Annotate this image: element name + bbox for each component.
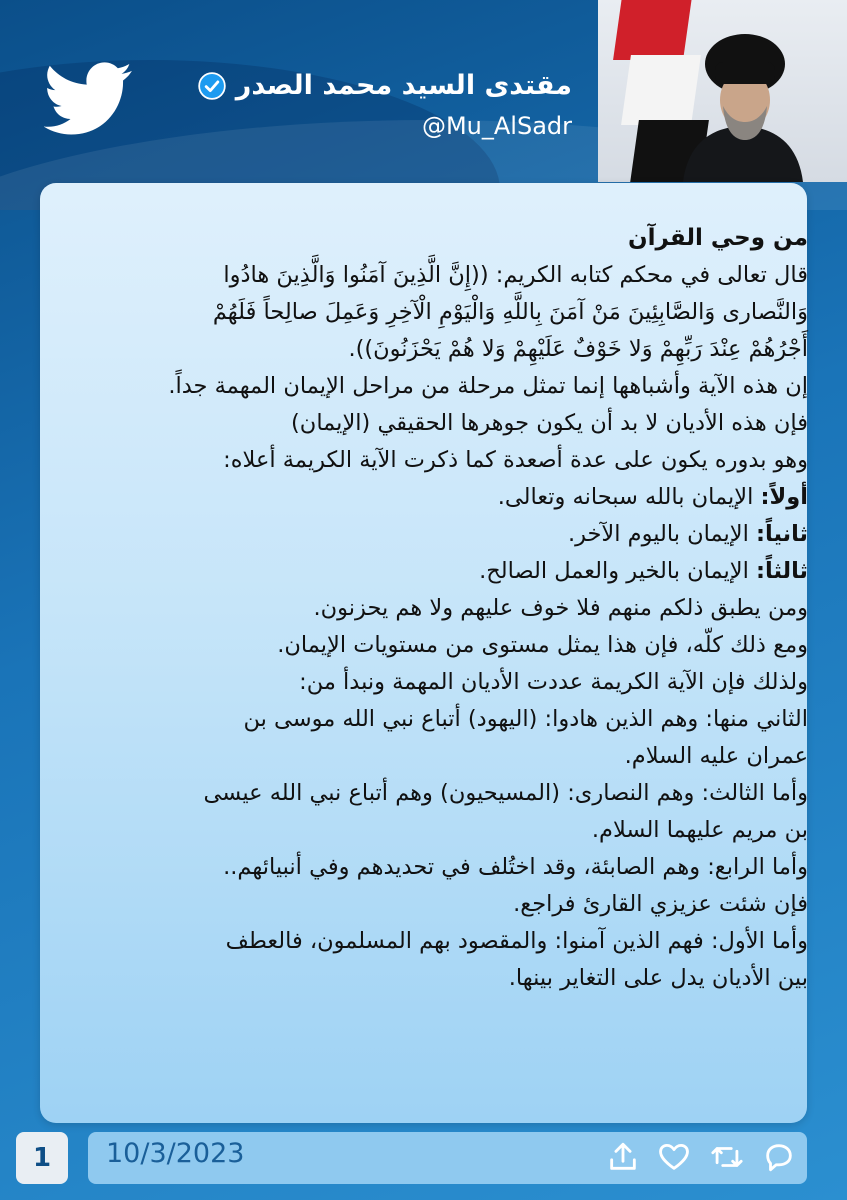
tweet-point: [56, 516, 808, 553]
tweet-line: وأما الرابع: وهم الصابئة، وقد اختُلف في تحديدهم وفي أنبيائهم..: [223, 854, 808, 880]
tweet-line: وأما الأول: فهم الذين آمنوا: والمقصود بهم المسلمون، فالعطف: [225, 928, 808, 954]
flag-decoration: [613, 0, 693, 60]
tweet-line: ومن يطبق ذلكم منهم فلا خوف عليهم ولا هم يحزنون.: [313, 595, 808, 621]
tweet-line: بين الأديان يدل على التغاير بينها.: [508, 965, 808, 991]
tweet-point: [56, 479, 808, 516]
twitter-bird-icon: [44, 62, 134, 136]
tweet-title: من وحي القرآن: [628, 225, 808, 251]
account-name-row: [198, 70, 572, 101]
point-label: ثالثاً:: [756, 558, 808, 584]
tweet-line: وهو بدوره يكون على عدة أصعدة كما ذكرت الآية الكريمة أعلاه:: [223, 447, 808, 473]
point-text: الإيمان بالله سبحانه وتعالى.: [497, 484, 761, 510]
tweet-line: ومع ذلك كلّه، فإن هذا يمثل مستوى من مستويات الإيمان.: [277, 632, 808, 658]
tweet-line: ولذلك فإن الآية الكريمة عددت الأديان المهمة ونبدأ من:: [299, 669, 808, 695]
avatar: [683, 22, 803, 182]
tweet-line: أَجْرُهُمْ عِنْدَ رَبِّهِمْ وَلا خَوْفٌ عَلَيْهِمْ وَلا هُمْ يَحْزَنُونَ)).: [348, 336, 808, 362]
share-icon[interactable]: [606, 1140, 640, 1174]
point-label: ثانياً:: [756, 521, 808, 547]
account-handle[interactable]: @Mu_AlSadr: [421, 112, 572, 140]
retweet-icon[interactable]: [710, 1140, 744, 1174]
tweet-line: بن مريم عليهما السلام.: [591, 817, 808, 843]
tweet-line: عمران عليه السلام.: [624, 743, 808, 769]
account-name[interactable]: مقتدى السيد محمد الصدر: [235, 70, 572, 101]
verified-badge-icon: [198, 72, 226, 100]
point-text: الإيمان باليوم الآخر.: [567, 521, 757, 547]
reply-icon[interactable]: [762, 1140, 796, 1174]
tweet-line: وأما الثالث: وهم النصارى: (المسيحيون) وهم أتباع نبي الله عيسى: [203, 780, 808, 806]
point-text: الإيمان بالخير والعمل الصالح.: [479, 558, 757, 584]
tweet-date: 10/3/2023: [106, 1138, 245, 1169]
profile-photo[interactable]: [598, 0, 847, 182]
tweet-line: فإن شئت عزيزي القارئ فراجع.: [513, 891, 808, 917]
tweet-line: قال تعالى في محكم كتابه الكريم: ((إِنَّ الَّذِينَ آمَنُوا وَالَّذِينَ هادُوا: [223, 262, 808, 288]
page-number-badge: 1: [16, 1132, 68, 1184]
header-banner: [0, 0, 847, 210]
tweet-line: إن هذه الآية وأشباهها إنما تمثل مرحلة من مراحل الإيمان المهمة جداً.: [168, 373, 808, 399]
tweet-point: [56, 553, 808, 590]
tweet-line: وَالنَّصارى وَالصَّابِئِينَ مَنْ آمَنَ بِاللَّهِ وَالْيَوْمِ الْآخِرِ وَعَمِلَ صالِحاً فَلَهُمْ: [212, 299, 808, 325]
point-label: أولاً:: [760, 484, 808, 510]
tweet-line: الثاني منها: وهم الذين هادوا: (اليهود) أتباع نبي الله موسى بن: [243, 706, 808, 732]
tweet-line: فإن هذه الأديان لا بد أن يكون جوهرها الحقيقي (الإيمان): [291, 410, 808, 436]
like-icon[interactable]: [657, 1140, 691, 1174]
tweet-body: [56, 220, 808, 997]
